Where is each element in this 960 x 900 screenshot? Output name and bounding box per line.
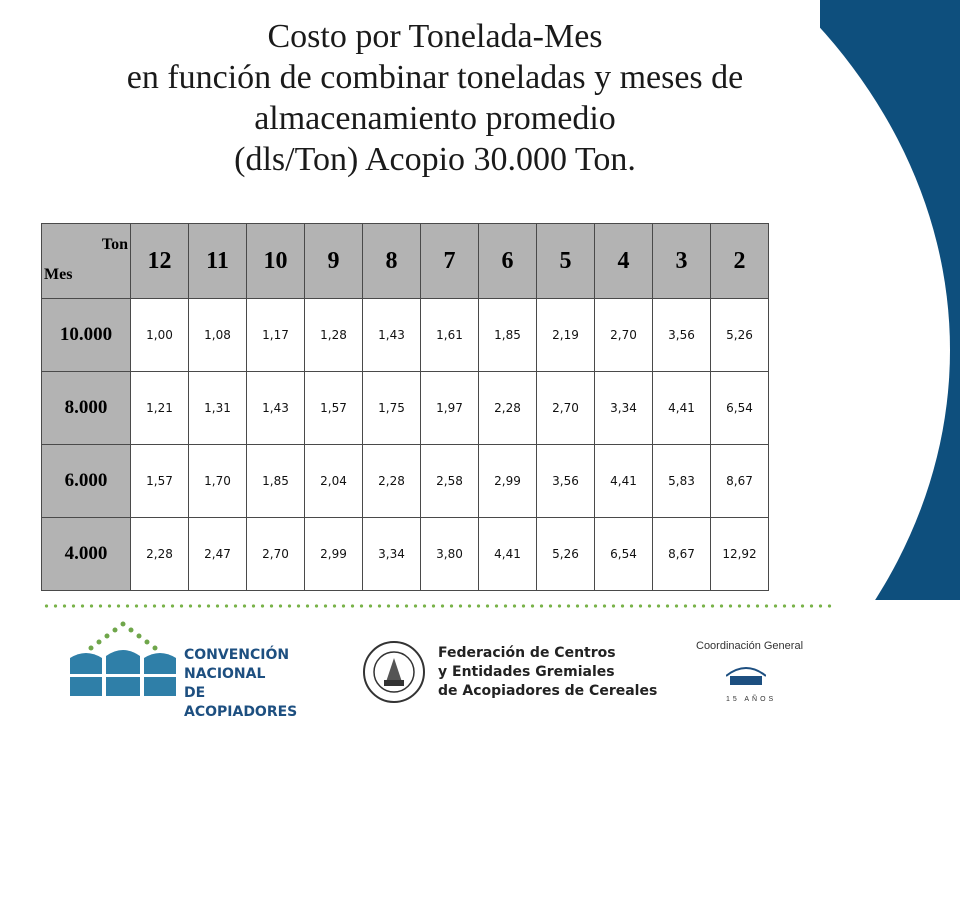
table-cell: 2,47 (189, 518, 247, 591)
column-header: 10 (247, 224, 305, 299)
table-cell: 1,97 (421, 372, 479, 445)
table-cell: 5,26 (711, 299, 769, 372)
column-header: 6 (479, 224, 537, 299)
table-cell: 1,61 (421, 299, 479, 372)
table-cell: 1,43 (247, 372, 305, 445)
table-cell: 8,67 (653, 518, 711, 591)
logo1-text (184, 646, 308, 722)
table-row (42, 518, 769, 591)
table-row (42, 445, 769, 518)
sima-logo-icon (726, 664, 766, 688)
table-cell: 1,57 (131, 445, 189, 518)
column-header: 8 (363, 224, 421, 299)
table-cell: 2,28 (363, 445, 421, 518)
table-cell: 1,75 (363, 372, 421, 445)
table-cell: 6,54 (595, 518, 653, 591)
table-cell: 12,92 (711, 518, 769, 591)
table-cell: 8,67 (711, 445, 769, 518)
row-header: 8.000 (42, 372, 131, 445)
table-cell: 2,28 (479, 372, 537, 445)
dotted-divider (42, 604, 832, 608)
row-header: 6.000 (42, 445, 131, 518)
seal-icon (362, 640, 426, 704)
cost-table (41, 223, 769, 591)
logo-convencion-nacional (68, 618, 308, 720)
table-body (42, 299, 769, 591)
column-header: 5 (537, 224, 595, 299)
logo-federacion (362, 640, 662, 710)
table-cell: 2,58 (421, 445, 479, 518)
table-cell: 5,26 (537, 518, 595, 591)
table-cell: 3,34 (363, 518, 421, 591)
column-header: 2 (711, 224, 769, 299)
column-header: 12 (131, 224, 189, 299)
table-cell: 6,54 (711, 372, 769, 445)
table-cell: 2,99 (479, 445, 537, 518)
corner-label-ton: Ton (101, 236, 128, 253)
logo1-line: CONVENCIÓN (184, 647, 290, 663)
table-cell: 2,70 (537, 372, 595, 445)
table-cell: 3,56 (653, 299, 711, 372)
table-cell: 2,70 (247, 518, 305, 591)
table-row (42, 372, 769, 445)
logo2-line: Federación de Centros (438, 645, 616, 661)
column-header: 4 (595, 224, 653, 299)
table-cell: 2,04 (305, 445, 363, 518)
table-cell: 4,41 (653, 372, 711, 445)
title-line: (dls/Ton) Acopio 30.000 Ton. (234, 141, 636, 178)
table-cell: 3,56 (537, 445, 595, 518)
column-header: 9 (305, 224, 363, 299)
title-line: Costo por Tonelada-Mes (267, 18, 603, 55)
table-cell: 5,83 (653, 445, 711, 518)
corner-label-mes: Mes (44, 266, 73, 283)
coordinacion-caption: Coordinación General (696, 640, 804, 652)
table-cell: 1,70 (189, 445, 247, 518)
table-cell: 3,34 (595, 372, 653, 445)
logo2-text (438, 644, 657, 701)
table-cell: 1,43 (363, 299, 421, 372)
slide-title (40, 16, 830, 180)
table-cell: 2,28 (131, 518, 189, 591)
title-line: en función de combinar toneladas y meses de (126, 59, 744, 96)
table-cell: 1,57 (305, 372, 363, 445)
row-header: 10.000 (42, 299, 131, 372)
table-cell: 1,85 (479, 299, 537, 372)
table-cell: 1,28 (305, 299, 363, 372)
table-cell: 1,00 (131, 299, 189, 372)
years-label: 15 AÑOS (726, 696, 777, 703)
table-cell: 1,31 (189, 372, 247, 445)
title-line: almacenamiento promedio (254, 100, 616, 137)
table-cell: 4,41 (479, 518, 537, 591)
table-header-row (42, 224, 769, 299)
table-cell: 3,80 (421, 518, 479, 591)
logo1-line: DE ACOPIADORES (184, 685, 298, 720)
table-cell: 2,99 (305, 518, 363, 591)
logo-coordinacion (696, 640, 816, 710)
row-header: 4.000 (42, 518, 131, 591)
table-cell: 1,21 (131, 372, 189, 445)
table-corner-cell (42, 224, 131, 299)
table-cell: 4,41 (595, 445, 653, 518)
column-header: 11 (189, 224, 247, 299)
logo2-line: de Acopiadores de Cereales (438, 683, 658, 699)
column-header: 3 (653, 224, 711, 299)
table-cell: 2,19 (537, 299, 595, 372)
table-cell: 2,70 (595, 299, 653, 372)
logo1-line: NACIONAL (184, 666, 266, 682)
logo2-line: y Entidades Gremiales (438, 664, 615, 680)
silo-icon (68, 618, 178, 708)
table-cell: 1,85 (247, 445, 305, 518)
table-row (42, 299, 769, 372)
column-header: 7 (421, 224, 479, 299)
table-cell: 1,17 (247, 299, 305, 372)
table-cell: 1,08 (189, 299, 247, 372)
